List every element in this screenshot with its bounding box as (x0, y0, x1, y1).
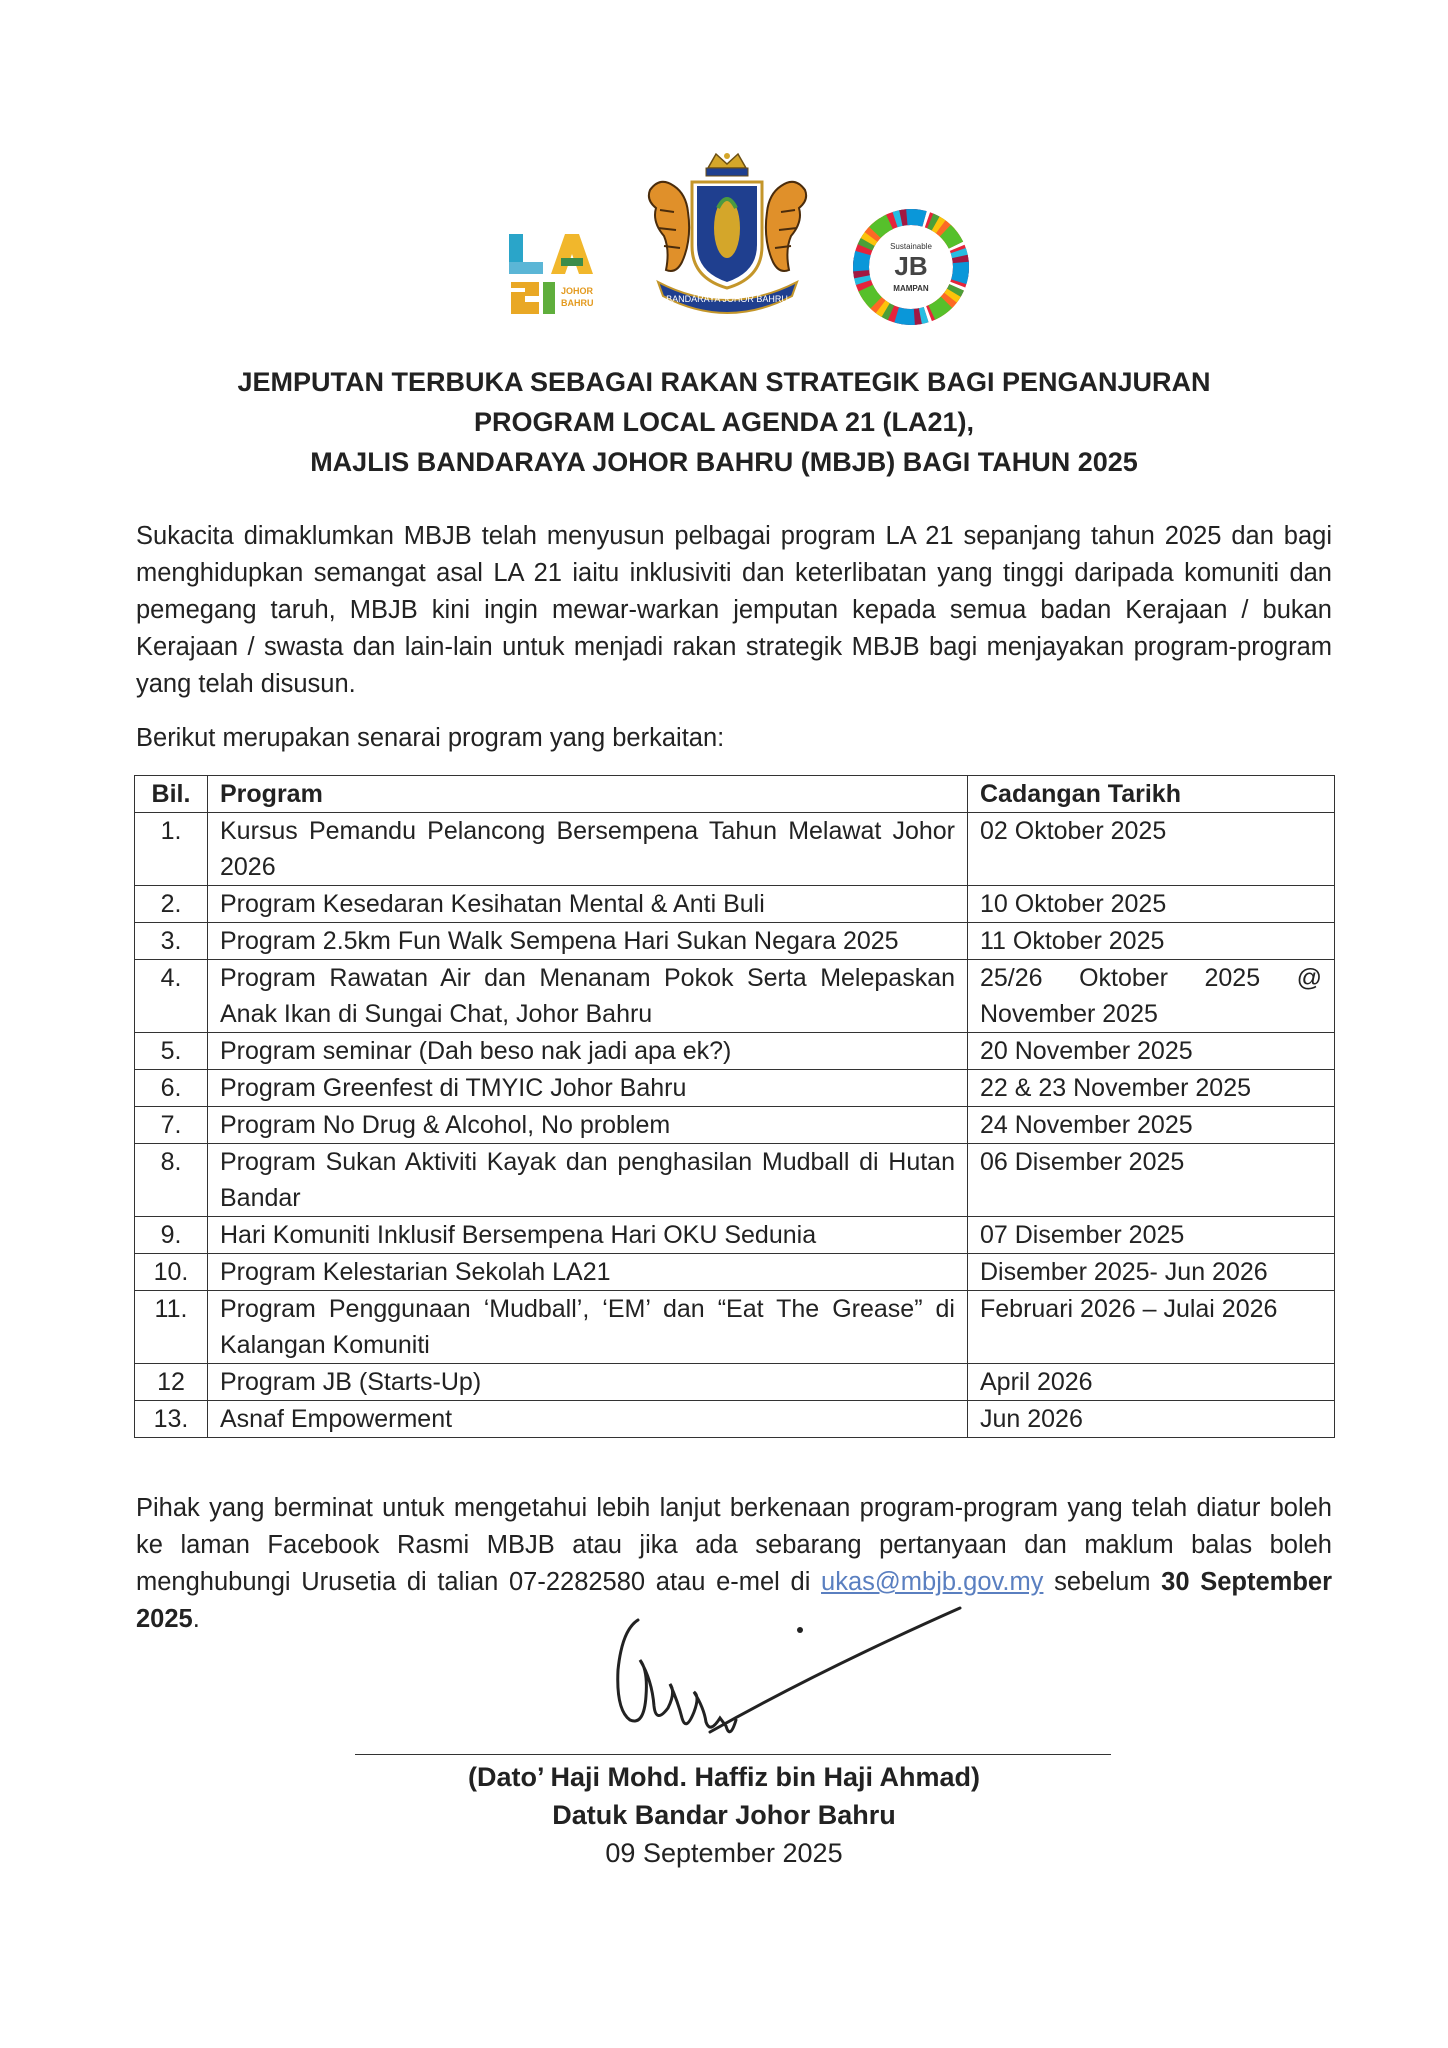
closing-text: Pihak yang berminat untuk mengetahui lebih lanjut berkenaan program-program yang telah diatur boleh ke laman Facebook Rasmi MBJB atau jika ada sebarang pertanyaan dan maklum balas boleh menghubungi Urusetia di talian 07-2282580 atau e-mel di (136, 1494, 1332, 1596)
table-row (135, 1107, 1335, 1144)
program-table (134, 775, 1335, 1438)
sdg-center-text: JB (894, 251, 928, 281)
title-line-1: JEMPUTAN TERBUKA SEBAGAI RAKAN STRATEGIK BAGI PENGANJURAN (237, 367, 1211, 397)
table-row (135, 1144, 1335, 1217)
sdg-top-text: Sustainable (890, 242, 932, 251)
row-program: Program Rawatan Air dan Menanam Pokok Serta Melepaskan Anak Ikan di Sungai Chat, Johor Bahru (208, 960, 968, 1033)
row-date: 02 Oktober 2025 (968, 813, 1335, 886)
signatory-date: 09 September 2025 (605, 1838, 843, 1868)
header-program: Program (208, 776, 968, 813)
header-date: Cadangan Tarikh (968, 776, 1335, 813)
row-number: 5. (135, 1033, 208, 1070)
crest-ribbon-text: BANDARAYA JOHOR BAHRU (666, 294, 788, 304)
table-row (135, 1070, 1335, 1107)
row-program: Program Greenfest di TMYIC Johor Bahru (208, 1070, 968, 1107)
row-number: 7. (135, 1107, 208, 1144)
row-date: Februari 2026 – Julai 2026 (968, 1291, 1335, 1364)
signatory-title: Datuk Bandar Johor Bahru (552, 1800, 896, 1830)
document-title (0, 362, 1448, 482)
logo-row (0, 150, 1448, 330)
row-date: Disember 2025- Jun 2026 (968, 1254, 1335, 1291)
title-line-3: MAJLIS BANDARAYA JOHOR BAHRU (MBJB) BAGI TAHUN 2025 (310, 447, 1138, 477)
table-row (135, 1364, 1335, 1401)
row-number: 11. (135, 1291, 208, 1364)
table-row (135, 886, 1335, 923)
svg-text:JOHOR: JOHOR (561, 286, 594, 296)
row-program: Asnaf Empowerment (208, 1401, 968, 1438)
intro-paragraph: Sukacita dimaklumkan MBJB telah menyusun pelbagai program LA 21 sepanjang tahun 2025 dan bagi menghidupkan semangat asal LA 21 iaitu inklusiviti dan keterlibatan yang tinggi daripada komuniti dan pemegang taruh, MBJB kini ingin mewar-warkan jemputan kepada semua badan Kerajaan / bukan Kerajaan / swasta dan lain-lain untuk menjadi rakan strategik MBJB bagi menjayakan program-program yang telah disusun. (136, 522, 1332, 698)
row-program: Program Kelestarian Sekolah LA21 (208, 1254, 968, 1291)
sdg-wheel (852, 208, 970, 326)
row-number: 6. (135, 1070, 208, 1107)
table-row (135, 960, 1335, 1033)
row-program: Kursus Pemandu Pelancong Bersempena Tahun Melawat Johor 2026 (208, 813, 968, 886)
closing-text-end: . (192, 1605, 200, 1633)
table-row (135, 813, 1335, 886)
row-program: Program Penggunaan ‘Mudball’, ‘EM’ dan “Eat The Grease” di Kalangan Komuniti (208, 1291, 968, 1364)
row-date: 07 Disember 2025 (968, 1217, 1335, 1254)
row-number: 12 (135, 1364, 208, 1401)
signature-icon (560, 1600, 1020, 1750)
row-number: 10. (135, 1254, 208, 1291)
row-program: Program Kesedaran Kesihatan Mental & Anti Buli (208, 886, 968, 923)
row-program: Program Sukan Aktiviti Kayak dan penghasilan Mudball di Hutan Bandar (208, 1144, 968, 1217)
table-row (135, 1254, 1335, 1291)
row-date: 25/26 Oktober 2025 @ November 2025 (968, 960, 1335, 1033)
title-line-2: PROGRAM LOCAL AGENDA 21 (LA21), (473, 407, 975, 437)
row-number: 8. (135, 1144, 208, 1217)
table-row (135, 1217, 1335, 1254)
row-date: 10 Oktober 2025 (968, 886, 1335, 923)
row-date: 22 & 23 November 2025 (968, 1070, 1335, 1107)
row-date: 20 November 2025 (968, 1033, 1335, 1070)
header-bil: Bil. (135, 776, 208, 813)
row-number: 2. (135, 886, 208, 923)
closing-text-middle: sebelum (1043, 1568, 1162, 1596)
email-link[interactable]: ukas@mbjb.gov.my (821, 1568, 1044, 1596)
table-row (135, 1033, 1335, 1070)
row-program: Program 2.5km Fun Walk Sempena Hari Sukan Negara 2025 (208, 923, 968, 960)
row-program: Program seminar (Dah beso nak jadi apa ek?) (208, 1033, 968, 1070)
row-date: 11 Oktober 2025 (968, 923, 1335, 960)
row-date: 06 Disember 2025 (968, 1144, 1335, 1217)
deadline-date: 30 September 2025 (136, 1568, 1332, 1633)
table-header-row (135, 776, 1335, 813)
table-row (135, 1291, 1335, 1364)
table-row (135, 1401, 1335, 1438)
row-number: 9. (135, 1217, 208, 1254)
row-number: 13. (135, 1401, 208, 1438)
list-intro: Berikut merupakan senarai program yang berkaitan: (136, 724, 725, 752)
row-number: 4. (135, 960, 208, 1033)
table-row (135, 923, 1335, 960)
row-date: April 2026 (968, 1364, 1335, 1401)
row-number: 1. (135, 813, 208, 886)
signatory-name: (Dato’ Haji Mohd. Haffiz bin Haji Ahmad) (468, 1762, 980, 1792)
table-body (135, 813, 1335, 1438)
signature-line (355, 1754, 1111, 1755)
row-program: Program No Drug & Alcohol, No problem (208, 1107, 968, 1144)
sdg-bottom-text: MAMPAN (893, 284, 929, 293)
row-program: Program JB (Starts-Up) (208, 1364, 968, 1401)
la21-logo (505, 226, 605, 322)
svg-text:BAHRU: BAHRU (561, 298, 594, 308)
row-date: Jun 2026 (968, 1401, 1335, 1438)
row-date: 24 November 2025 (968, 1107, 1335, 1144)
row-number: 3. (135, 923, 208, 960)
mbjb-crest (630, 150, 825, 320)
row-program: Hari Komuniti Inklusif Bersempena Hari OKU Sedunia (208, 1217, 968, 1254)
